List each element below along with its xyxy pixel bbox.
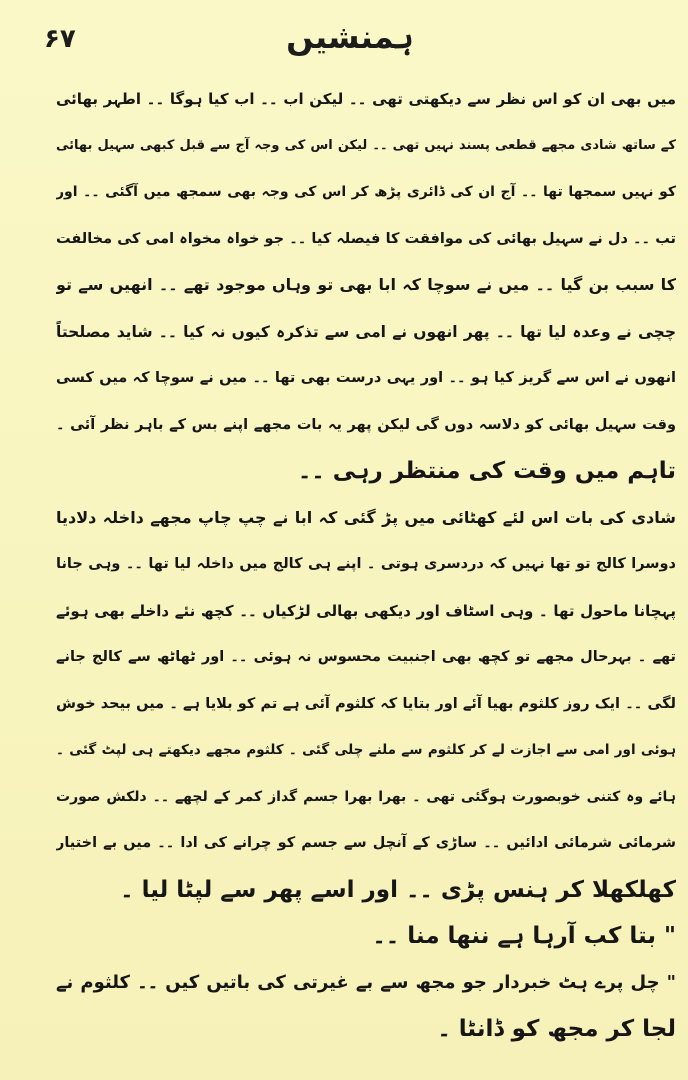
text-line: ہوئی اور امی سے اجازت لے کر کلثوم سے ملنے چلی گئی ۔ کلثوم مجھے دیکھتے ہی لپٹ گئی ۔: [56, 742, 676, 758]
text-line: پہچانا ماحول تھا ۔ وہی اسٹاف اور دیکھی بھالی لڑکیاں ۔۔ کچھ نئے داخلے بھی ہوئے: [56, 601, 676, 620]
text-line: " چل پرے ہٹ خبردار جو مجھ سے بے غیرتی کی باتیں کیں ۔۔ کلثوم نے: [56, 971, 676, 993]
text-line: کو نہیں سمجھا تھا ۔۔ آج ان کی ڈائری پڑھ کر اس کی وجہ بھی سمجھ میں آگئی ۔۔ اور: [56, 184, 676, 200]
text-line: " بتا کب آرہا ہے ننھا منا ۔۔: [372, 923, 676, 949]
text-line: تاہم میں وقت کی منتظر رہی ۔۔: [297, 458, 676, 484]
page-number: ۶۷: [44, 24, 76, 54]
text-line: لگی ۔۔ ایک روز کلثوم بھیا آئے اور بتایا کہ کلثوم آئی ہے تم کو بلایا ہے ۔ میں بیحد خوش: [56, 695, 676, 712]
text-line: دوسرا کالج تو تھا نہیں کہ دردسری ہوتی ۔ اپنے ہی کالج میں داخلہ لیا تھا ۔۔ وہی جانا: [56, 556, 676, 572]
text-line: تھے ۔ بہرحال مجھے تو کچھ بھی اجنبیت محسوس نہ ہوئی ۔۔ اور ٹھاٹھ سے کالج جانے: [56, 649, 676, 665]
running-head: ہمنشیں: [286, 18, 414, 56]
text-line: لجا کر مجھ کو ڈانٹا ۔: [437, 1016, 676, 1042]
text-line: وقت سہیل بھائی کو دلاسہ دوں گی لیکن پھر یہ بات مجھے اپنے بس کے باہر نظر آئی ۔: [56, 416, 676, 433]
text-line: ہائے وہ کتنی خوبصورت ہوگئی تھی ۔ بھرا بھرا جسم گداز کمر کے لچھے ۔۔ دلکش صورت: [56, 788, 676, 805]
text-line: کھلکھلا کر ہنس پڑی ۔۔ اور اسے پھر سے لپٹا لیا ۔: [120, 876, 676, 903]
body-text: [56, 76, 676, 1053]
text-line: شادی کی بات اس لئے کھٹائی میں پڑ گئی کہ ابا نے چپ چاپ مجھے داخلہ دلادیا: [56, 507, 676, 527]
text-line: شرمائی شرمائی ادائیں ۔۔ ساڑی کے آنچل سے جسم کو چرانے کی ادا ۔۔ میں بے اختیار: [56, 835, 676, 851]
text-line: تب ۔۔ دل نے سہیل بھائی کی موافقت کا فیصلہ کیا ۔۔ جو خواہ مخواہ امی کی مخالفت: [56, 230, 676, 247]
text-line: کا سبب بن گیا ۔۔ میں نے سوچا کہ ابا بھی تو وہاں موجود تھے ۔۔ انھیں سے تو: [56, 275, 676, 294]
text-line: کے ساتھ شادی مجھے قطعی پسند نہیں تھی ۔۔ لیکن اس کی وجہ آج سے قبل کبھی سہیل بھائی: [56, 137, 676, 153]
text-line: میں بھی ان کو اس نظر سے دیکھتی تھی ۔۔ لیکن اب ۔۔ اب کیا ہوگا ۔۔ اطہر بھائی: [56, 90, 676, 108]
text-line: انھوں نے اس سے گریز کیا ہو ۔۔ اور یہی درست بھی تھا ۔۔ میں نے سوچا کہ میں کسی: [56, 370, 676, 386]
text-line: چچی نے وعدہ لیا تھا ۔۔ پھر انھوں نے امی سے تذکرہ کیوں نہ کیا ۔۔ شاید مصلحتاً: [56, 322, 676, 341]
